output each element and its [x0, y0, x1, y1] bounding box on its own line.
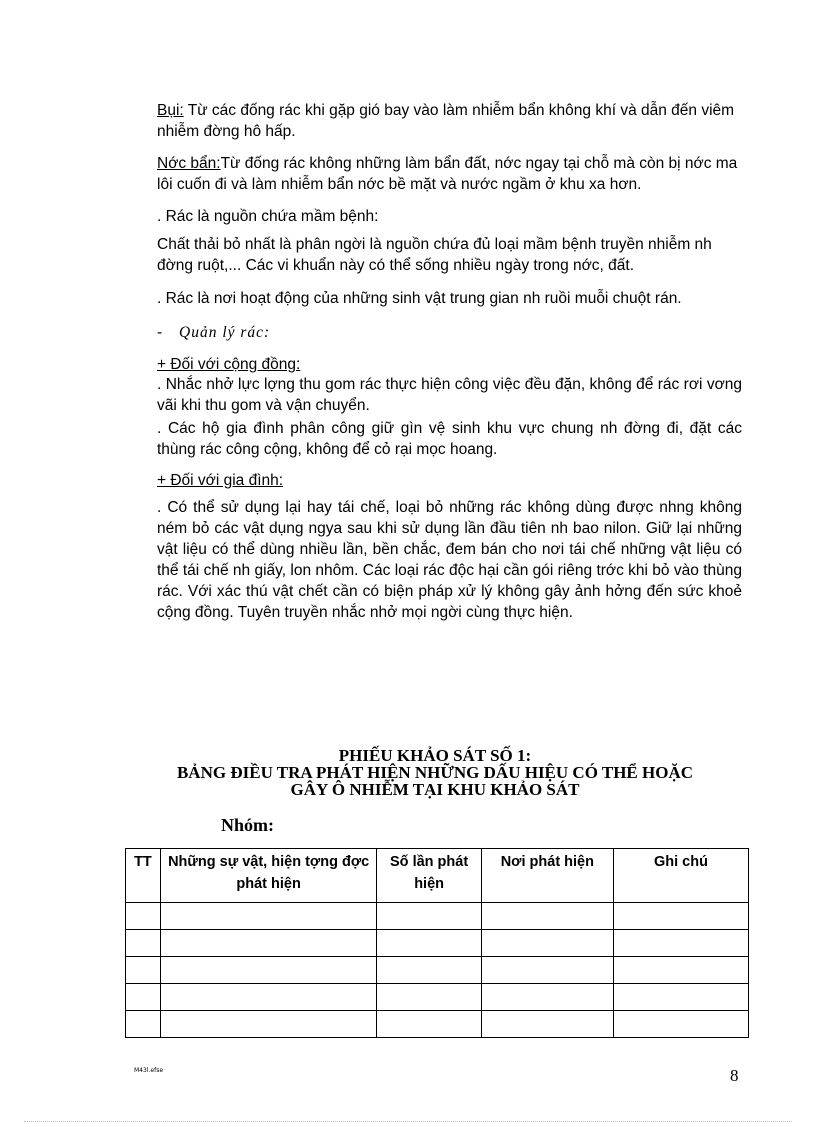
table-cell[interactable] — [160, 930, 377, 957]
column-header-notes: Ghi chú — [613, 849, 748, 903]
column-header-count: Số lần phát hiện — [377, 849, 481, 903]
table-cell[interactable] — [160, 903, 377, 930]
dust-label: Bụi: — [157, 102, 184, 119]
table-cell[interactable] — [377, 984, 481, 1011]
paragraph-community-1: . Nhắc nhở lực lợng thu gom rác thực hiện công việc đều đặn, không để rác rơi vơng vãi khi thu gom và vận chuyển. — [157, 376, 742, 414]
table-cell[interactable] — [126, 903, 161, 930]
table-cell[interactable] — [613, 1011, 748, 1038]
paragraph-germs: Chất thải bỏ nhất là phân ngời là nguồn chứa đủ loại mầm bệnh truyền nhiễm nh đờng ruột,... Các vi khuẩn này có thể sống nhiều ngày trong nớc, đất. — [157, 236, 712, 274]
management-heading-line — [157, 322, 742, 343]
table-cell[interactable] — [377, 903, 481, 930]
column-header-tt: TT — [126, 849, 161, 903]
page-number: 8 — [730, 1066, 739, 1085]
table-cell[interactable] — [126, 930, 161, 957]
table-cell[interactable] — [377, 1011, 481, 1038]
table-row — [126, 903, 749, 930]
water-label: Nớc bẩn: — [157, 155, 221, 172]
table-cell[interactable] — [126, 1011, 161, 1038]
paragraph-family: . Có thể sử dụng lại hay tái chế, loại bỏ những rác không dùng được nhng không ném bỏ các vật dụng ngya sau khi sử dụng lần đầu tiên nh bao nilon. Giữ lại những vật liệu có thể dùng nhiều lần, bền chắc, đem bán cho nơi tái chế những vật liệu có thể tái chế nh giấy, lon nhôm. Các loại rác độc hại cần gói riêng trớc khi bỏ vào thùng rác. Với xác thú vật chết cần có biện pháp xử lý không gây ảnh hởng đến sức khoẻ cộng đồng. Tuyên truyền nhắc nhở mọi ngời cùng thực hiện. — [157, 499, 742, 621]
table-cell[interactable] — [377, 957, 481, 984]
survey-title-line-3: GÂY Ô NHIỄM TẠI KHU KHẢO SÁT — [290, 780, 580, 799]
table-cell[interactable] — [481, 984, 613, 1011]
table-cell[interactable] — [126, 957, 161, 984]
table-cell[interactable] — [160, 957, 377, 984]
footer-note: M43l.efse — [134, 1067, 164, 1074]
survey-table — [125, 848, 749, 1038]
community-heading-line — [157, 354, 742, 375]
survey-title — [120, 747, 750, 798]
table-cell[interactable] — [613, 984, 748, 1011]
water-text: Từ đống rác không những làm bẩn đất, nớc ngay tại chỗ mà còn bị nớc ma lôi cuốn đi và làm nhiễm bẩn nớc bề mặt và nước ngầm ở khu xa hơn. — [157, 155, 738, 193]
management-dash: - — [157, 324, 163, 341]
dust-text: Từ các đống rác khi gặp gió bay vào làm nhiễm bẩn không khí và dẫn đến viêm nhiễm đờng hô hấp. — [157, 102, 735, 140]
family-heading: + Đối với gia đình: — [157, 472, 284, 489]
table-cell[interactable] — [160, 1011, 377, 1038]
table-cell[interactable] — [613, 930, 748, 957]
table-row — [126, 957, 749, 984]
table-cell[interactable] — [481, 957, 613, 984]
table-cell[interactable] — [377, 930, 481, 957]
table-header-row — [126, 849, 749, 903]
paragraph-vectors: . Rác là nơi hoạt động của những sinh vật trung gian nh ruồi muỗi chuột rán. — [157, 290, 682, 307]
table-cell[interactable] — [160, 984, 377, 1011]
table-cell[interactable] — [481, 903, 613, 930]
family-heading-line — [157, 470, 742, 491]
table-row — [126, 984, 749, 1011]
table-row — [126, 930, 749, 957]
table-cell[interactable] — [481, 930, 613, 957]
table-cell[interactable] — [126, 984, 161, 1011]
table-cell[interactable] — [613, 903, 748, 930]
table-cell[interactable] — [481, 1011, 613, 1038]
paragraph-dust — [157, 100, 742, 142]
paragraph-community-2: . Các hộ gia đình phân công giữ gìn vệ sinh khu vực chung nh đờng đi, đặt các thùng rác công cộng, không để cỏ rại mọc hoang. — [157, 420, 742, 458]
management-heading: Quản lý rác: — [179, 324, 271, 341]
paragraph-water — [157, 153, 742, 195]
page-bottom-divider — [24, 1121, 792, 1122]
survey-title-line-2: BẢNG ĐIỀU TRA PHÁT HIỆN NHỮNG DẤU HIỆU CÓ THỂ HOẶC — [176, 763, 694, 782]
survey-title-line-1: PHIẾU KHẢO SÁT SỐ 1: — [338, 746, 532, 765]
community-heading: + Đối với cộng đồng: — [157, 356, 301, 373]
column-header-items: Những sự vật, hiện tợng đợc phát hiện — [160, 849, 377, 903]
column-header-location: Nơi phát hiện — [481, 849, 613, 903]
table-row — [126, 1011, 749, 1038]
table-cell[interactable] — [613, 957, 748, 984]
germs-heading: . Rác là nguồn chứa mầm bệnh: — [157, 208, 379, 225]
group-label: Nhóm: — [221, 815, 274, 835]
